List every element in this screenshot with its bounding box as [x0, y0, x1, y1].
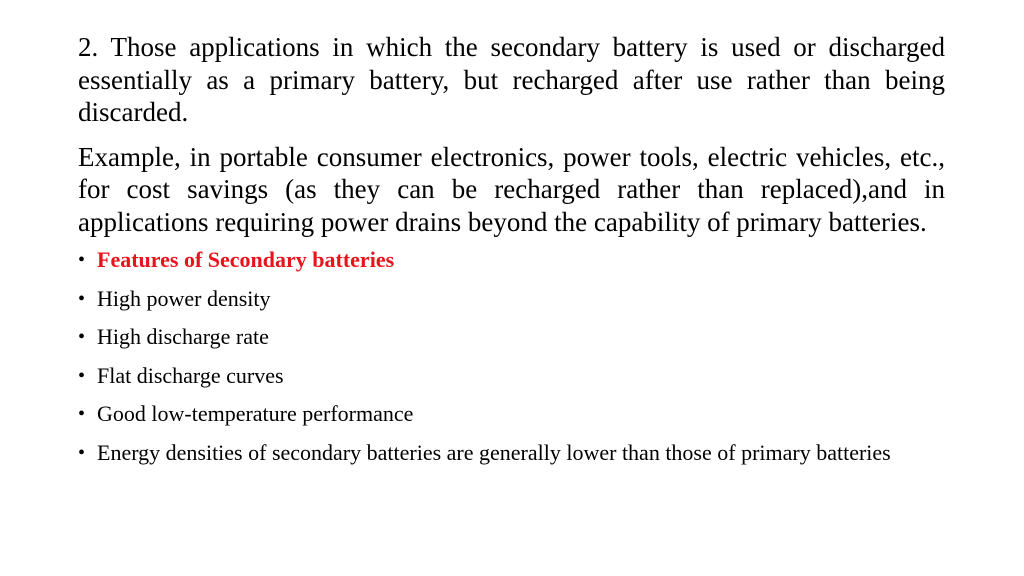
bullet-icon: • — [78, 326, 86, 348]
features-heading: Features of Secondary batteries — [97, 247, 395, 272]
bullet-icon: • — [78, 249, 86, 271]
list-item-text: Flat discharge curves — [97, 362, 284, 388]
features-list — [78, 246, 945, 467]
bullet-icon: • — [78, 441, 86, 464]
slide-content — [78, 31, 945, 477]
list-item — [78, 439, 945, 467]
list-item — [78, 285, 945, 313]
list-item — [78, 400, 945, 428]
paragraph-applications: 2. Those applications in which the secondary battery is used or discharged essentially as a primary battery, but recharged after use rather than being discarded. — [78, 32, 945, 127]
paragraph-example: Example, in portable consumer electronics, power tools, electric vehicles, etc., for cost savings (as they can be recharged rather than replaced),and in applications requiring power drains beyond the capability of primary batteries. — [78, 141, 945, 237]
list-item-text: High discharge rate — [97, 324, 269, 349]
bullet-icon: • — [78, 364, 86, 387]
list-item — [78, 323, 945, 351]
list-item — [78, 362, 945, 390]
list-item-text: Good low-temperature performance — [97, 401, 414, 426]
bullet-icon: • — [78, 287, 86, 310]
bullet-icon: • — [78, 403, 86, 425]
list-item-text: High power density — [97, 285, 271, 311]
list-item-features-heading — [78, 246, 945, 274]
list-item-text: Energy densities of secondary batteries are generally lower than those of primary batteries — [97, 439, 891, 465]
